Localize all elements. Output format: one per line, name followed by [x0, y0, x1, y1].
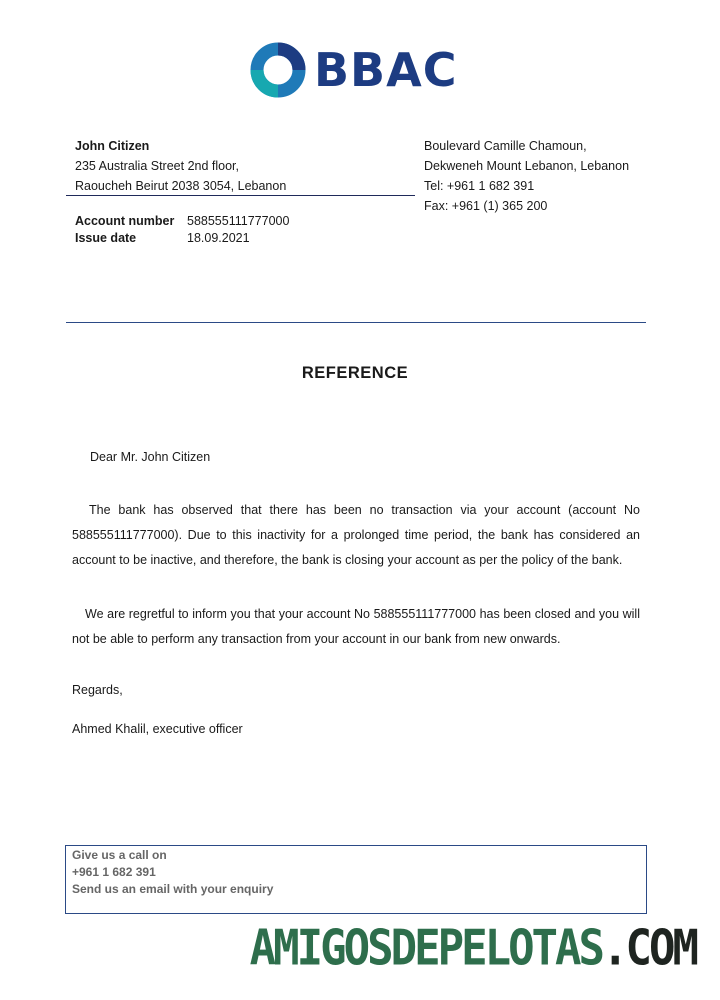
bbac-ring-logo-icon: [248, 40, 308, 100]
contact-phone: +961 1 682 391: [72, 865, 156, 879]
watermark-main: AMIGOSDEPELOTAS: [249, 919, 603, 977]
watermark: [250, 920, 696, 978]
bank-tel: Tel: +961 1 682 391: [424, 179, 535, 193]
contact-box: [65, 845, 647, 914]
bank-address: [424, 136, 629, 216]
recipient-address: [75, 136, 286, 196]
issue-date-label: Issue date: [75, 231, 137, 245]
account-number-label: Account number: [75, 214, 175, 228]
recipient-address-line2: Raoucheh Beirut 2038 3054, Lebanon: [75, 179, 287, 193]
bank-fax: Fax: +961 (1) 365 200: [424, 199, 548, 213]
account-details: [75, 213, 289, 247]
recipient-address-line1: 235 Australia Street 2nd floor,: [75, 159, 239, 173]
logo-text: BBAC: [314, 43, 458, 97]
letter-title: REFERENCE: [301, 364, 409, 382]
watermark-suffix: .COM: [602, 919, 696, 977]
header-divider: [66, 322, 646, 323]
account-number-row: [75, 213, 289, 230]
letter-greeting: Dear Mr. John Citizen: [90, 450, 211, 464]
issue-date-row: [75, 230, 289, 247]
issue-date-value: 18.09.2021: [187, 231, 250, 245]
contact-email-text: Send us an email with your enquiry: [72, 882, 274, 896]
address-divider: [66, 195, 415, 196]
recipient-name: John Citizen: [75, 139, 150, 153]
letter-regards: Regards,: [72, 683, 123, 697]
account-number-value: 588555111777000: [187, 214, 290, 228]
bank-address-line1: Boulevard Camille Chamoun,: [424, 139, 587, 153]
bank-logo: [248, 40, 457, 100]
letter-signature: Ahmed Khalil, executive officer: [72, 722, 243, 736]
letter-paragraph-1: The bank has observed that there has been no transaction via your account (account No 588555111777000). Due to this inactivity for a prolonged time period, the bank has considered an account to be inactive, and therefore, the bank is closing your account as per the policy of the bank.: [72, 503, 640, 567]
contact-call-text: Give us a call on: [72, 848, 167, 862]
letter-paragraph-2: We are regretful to inform you that your account No 588555111777000 has been closed and you will not be able to perform any transaction from your account in our bank from new onwards.: [72, 607, 640, 646]
bank-address-line2: Dekweneh Mount Lebanon, Lebanon: [424, 159, 630, 173]
